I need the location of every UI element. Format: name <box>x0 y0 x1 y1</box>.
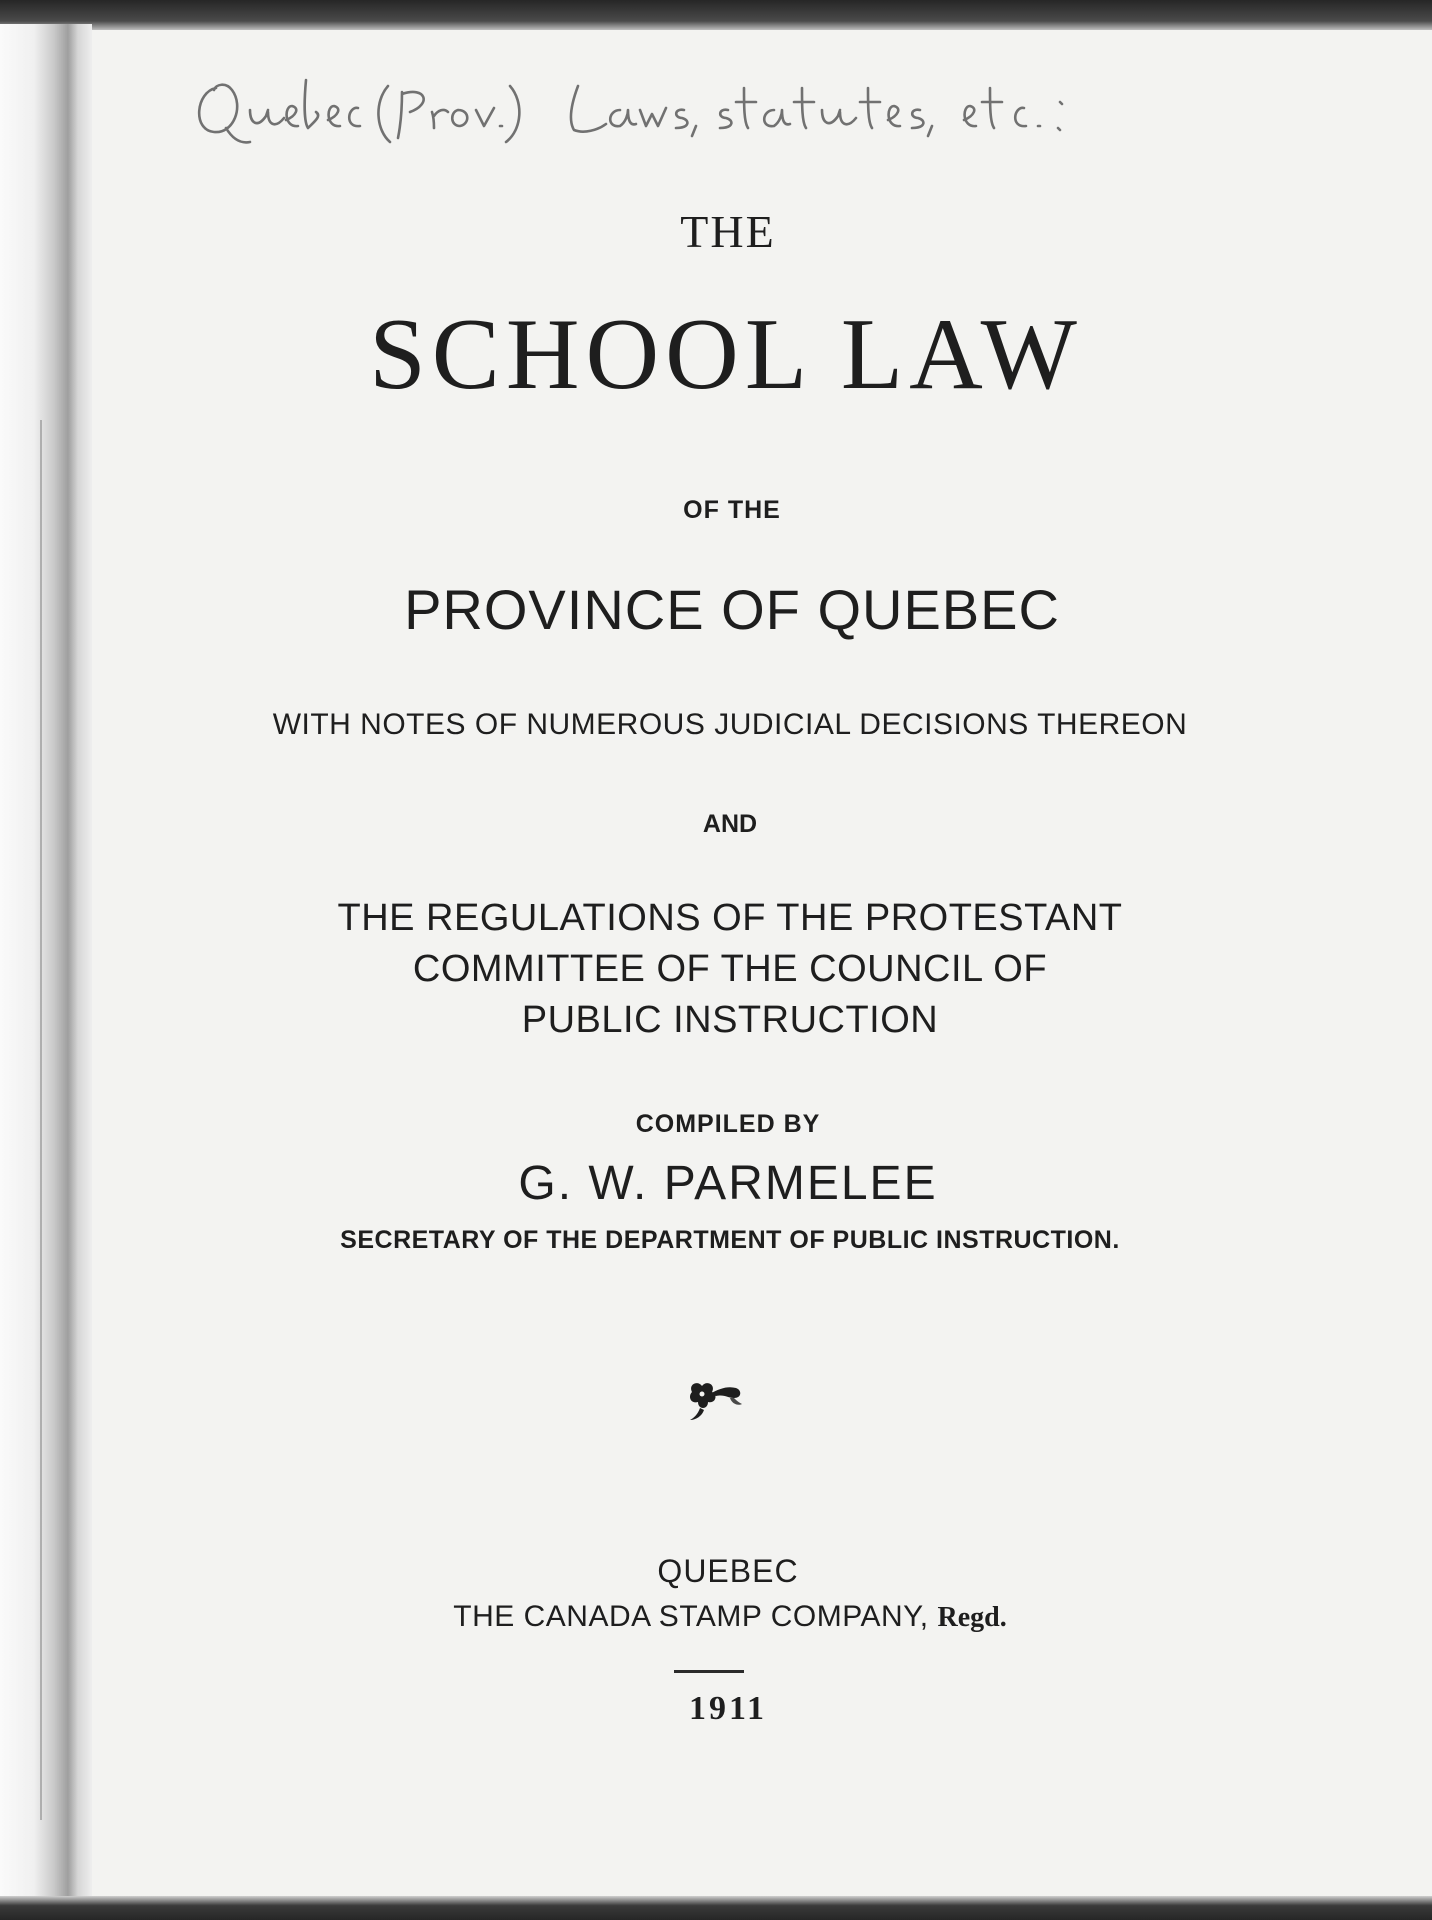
scan-top-edge <box>0 0 1432 30</box>
floral-ornament-icon <box>686 1378 744 1422</box>
subtitle-regulations-line: PUBLIC INSTRUCTION <box>521 999 939 1041</box>
publisher-name: THE CANADA STAMP COMPANY, <box>453 1600 929 1633</box>
subtitle-notes: WITH NOTES OF NUMEROUS JUDICIAL DECISIONS THEREON <box>272 708 1188 741</box>
book-title: SCHOOL LAW <box>369 298 1083 411</box>
subtitle-regulations-line: THE REGULATIONS OF THE PROTESTANT <box>337 897 1123 939</box>
compiled-by-label: COMPILED BY <box>635 1110 821 1138</box>
handwritten-catalog-note <box>188 72 1368 152</box>
scan-bottom-edge <box>0 1896 1432 1920</box>
year-rule <box>674 1670 744 1673</box>
publication-city: QUEBEC <box>657 1553 799 1589</box>
subtitle-and: AND <box>702 810 758 838</box>
author-name: G. W. PARMELEE <box>518 1157 938 1210</box>
title-province: PROVINCE OF QUEBEC <box>404 578 1060 641</box>
subtitle-regulations-line: COMMITTEE OF THE COUNCIL OF <box>412 948 1048 990</box>
publisher <box>14 1600 1432 1634</box>
author-role: SECRETARY OF THE DEPARTMENT OF PUBLIC INSTRUCTION. <box>340 1226 1120 1254</box>
title-the: THE <box>680 206 776 257</box>
publisher-regd: Regd. <box>937 1602 1007 1633</box>
publication-year: 1911 <box>688 1690 768 1727</box>
title-of-the: OF THE <box>683 496 781 524</box>
